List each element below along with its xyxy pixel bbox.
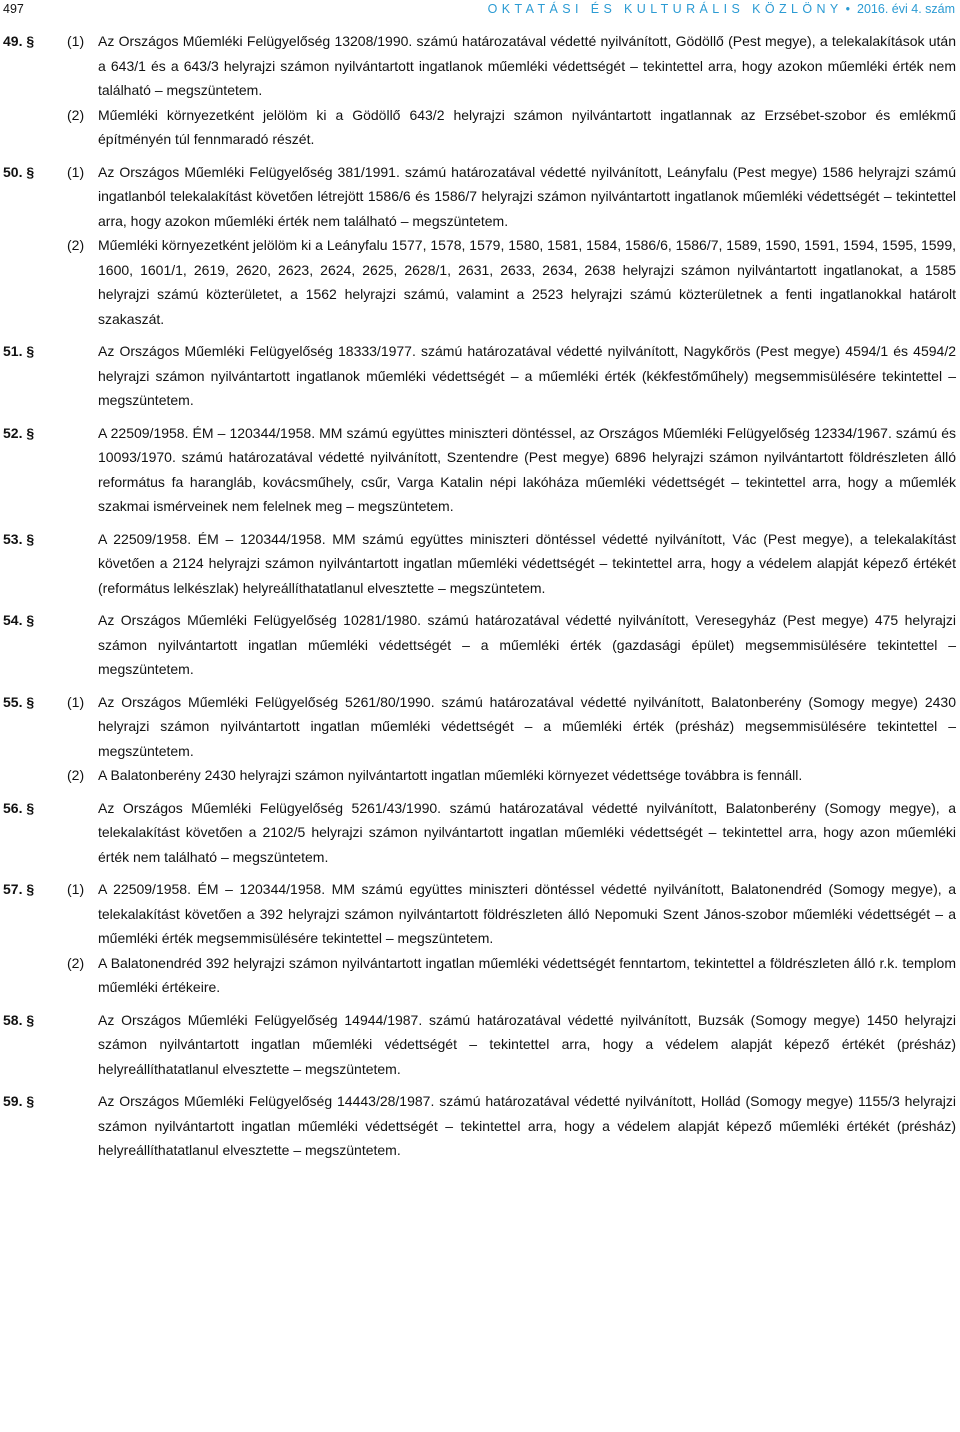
section-55 [0,690,960,788]
paragraph-text: Az Országos Műemléki Felügyelőség 14443/28/1987. számú határozatával védetté nyilvánított, Hollád (Somogy megye) 1155/3 helyrajzi számon nyilvántartott ingatlan műemléki védettségét – tekintettel arra, hogy a védelem alapját képező műemléki értékét (présház) helyreállíthatatlanul elvesztette – megszüntetem. [98,1093,956,1158]
paragraph [0,160,960,234]
section-54 [0,608,960,682]
section-53 [0,527,960,601]
section-52 [0,421,960,519]
paragraph-text: A 22509/1958. ÉM – 120344/1958. MM számú együttes miniszteri döntéssel védetté nyilvánított, Balatonendréd (Somogy megye), a telekalakítást követően a 392 helyrajzi számon nyilvántartott földrészleten álló Nepomuki Szent János-szobor műemléki védettségét – a műemléki érték megsemmisülésére tekintettel – megszüntetem. [98,881,956,946]
paragraph-text: Az Országos Műemléki Felügyelőség 5261/80/1990. számú határozatával védetté nyilvánított, Balatonberény (Somogy megye) 2430 helyrajzi számon nyilvántartott ingatlan műemléki védettségét – a műemléki érték (présház) megsemmisülésére tekintettel – megszüntetem. [98,693,956,759]
paragraph [0,421,960,519]
paragraph-text: A 22509/1958. ÉM – 120344/1958. MM számú együttes miniszteri döntéssel védetté nyilvánított, Vác (Pest megye), a telekalakítást követően a 2124 helyrajzi számon nyilvántartott ingatlan műemléki védettségét – tekintettel arra, hogy a védelem alapját képező értékét (református lelkészlak) helyreállíthatatlanul elvesztette – megszüntetem. [98,530,956,596]
paragraph-number: (1) [67,163,85,180]
paragraph-text: Az Országos Műemléki Felügyelőség 381/1991. számú határozatával védetté nyilvánított, Leányfalu (Pest megye) 1586 helyrajzi számú ingatlanból telekalakítást követően létrejött 1586/6 és 1586/7 helyrajzi számon nyilvántartott ingatlanok műemléki védettségét – tekintettel arra, hogy azokon műemléki érték nem található – megszüntetem. [98,163,956,229]
paragraph-text: Az Országos Műemléki Felügyelőség 13208/1990. számú határozatával védetté nyilvánított, Gödöllő (Pest megye), a telekalakítások után a 643/1 és a 643/3 helyrajzi számon nyilvántartott ingatlanok műemléki védettségét – tekintettel arra, hogy azokon műemléki érték nem található – megszüntetem. [98,33,956,98]
paragraph-text: Az Országos Műemléki Felügyelőség 18333/1977. számú határozatával védetté nyilvánított, Nagykőrös (Pest megye) 4594/1 és 4594/2 helyrajzi számon nyilvántartott ingatlanok műemléki védettségét – a műemléki érték (kékfestőműhely) megsemmisülésére tekintettel – megszüntetem. [98,343,956,408]
section-number: 50. § [3,163,35,180]
paragraph-number: (2) [67,954,85,971]
bullet-separator: • [845,2,851,16]
paragraph-text: Az Országos Műemléki Felügyelőség 14944/1987. számú határozatával védetté nyilvánított, Buzsák (Somogy megye) 1450 helyrajzi számon nyilvántartott ingatlan műemléki védettségét – tekintettel arra, hogy a védelem alapját képező értékét (présház) helyreállíthatatlanul elvesztette – megszüntetem. [98,1011,956,1077]
page-header [0,0,960,26]
section-51 [0,339,960,413]
paragraph [0,29,960,103]
paragraph-text: Műemléki környezetként jelölöm ki a Leányfalu 1577, 1578, 1579, 1580, 1581, 1584, 1586/6, 1586/7, 1589, 1590, 1591, 1594, 1595, 1599, 1600, 1601/1, 2619, 2620, 2623, 2624, 2625, 2628/1, 2631, 2633, 2634, 2638 helyrajzi számon nyilvántartott ingatlanokat, a 1585 helyrajzi számú közterületet, a 1562 helyrajzi számú, valamint a 2523 helyrajzi számú közterületnek a fenti ingatlanokkal határolt szakaszát. [98,237,956,327]
section-number: 53. § [3,530,35,547]
paragraph [0,103,960,152]
paragraph [0,690,960,764]
paragraph-text: A Balatonberény 2430 helyrajzi számon nyilvántartott ingatlan műemléki környezet védettsége továbbra is fennáll. [98,767,803,783]
section-number: 57. § [3,881,35,897]
paragraph-number: (1) [67,33,85,49]
page-number: 497 [3,2,24,16]
paragraph-number: (1) [67,881,85,897]
section-number: 52. § [3,424,35,441]
paragraph [0,796,960,870]
section-number: 51. § [3,343,35,359]
paragraph [0,1008,960,1082]
paragraph [0,1089,960,1163]
paragraph-text: Műemléki környezetként jelölöm ki a Gödöllő 643/2 helyrajzi számon nyilvántartott ingatlannak az Erzsébet-szobor és emlékmű építményén túl fennmaradó részét. [98,106,956,147]
section-59 [0,1089,960,1163]
paragraph-number: (2) [67,106,85,123]
section-49 [0,29,960,152]
document-body [0,29,960,1163]
paragraph-number: (2) [67,767,85,783]
journal-heading [488,0,955,18]
paragraph-text: Az Országos Műemléki Felügyelőség 5261/43/1990. számú határozatával védetté nyilvánított, Balatonberény (Somogy megye), a telekalakítást követően a 2102/5 helyrajzi számon nyilvántartott ingatlan műemléki védettségét – tekintettel arra, hogy azon műemléki érték nem található – megszüntetem. [98,799,956,865]
paragraph [0,339,960,413]
paragraph-number: (1) [67,693,85,710]
section-number: 54. § [3,612,35,628]
section-50 [0,160,960,332]
section-56 [0,796,960,870]
paragraph [0,951,960,1000]
paragraph [0,763,960,788]
paragraph [0,608,960,682]
section-number: 49. § [3,33,35,49]
paragraph-number: (2) [67,237,85,253]
paragraph [0,233,960,331]
section-57 [0,877,960,1000]
journal-title: OKTATÁSI ÉS KULTURÁLIS KÖZLÖNY [487,2,843,16]
section-number: 55. § [3,693,35,710]
paragraph [0,877,960,951]
paragraph [0,527,960,601]
paragraph-text: A 22509/1958. ÉM – 120344/1958. MM számú együttes miniszteri döntéssel, az Országos Műemléki Felügyelőség 12334/1967. számú és 10093/1970. számú határozatával védetté nyilvánított, Szentendre (Pest megye) 6896 helyrajzi számon nyilvántartott földrészleten álló református fa harangláb, kovácsműhely, csűr, Varga Katalin népi lakóháza műemléki védettségét – tekintettel arra, hogy a műemlék szakmai ismérveinek nem felelnek meg – megszüntetem. [98,424,956,514]
paragraph-text: Az Országos Műemléki Felügyelőség 10281/1980. számú határozatával védetté nyilvánított, Veresegyház (Pest megye) 475 helyrajzi számon nyilvántartott ingatlan műemléki védettségét – a műemléki érték (gazdasági épület) megsemmisülésére tekintettel – megszüntetem. [98,612,956,677]
section-number: 59. § [3,1093,35,1109]
paragraph-text: A Balatonendréd 392 helyrajzi számon nyilvántartott ingatlan műemléki védettségét fenntartom, tekintettel a földrészleten álló r.k. templom műemléki értékeire. [98,954,956,995]
section-number: 56. § [3,799,35,816]
section-58 [0,1008,960,1082]
section-number: 58. § [3,1011,35,1028]
issue-label: 2016. évi 4. szám [857,2,955,16]
